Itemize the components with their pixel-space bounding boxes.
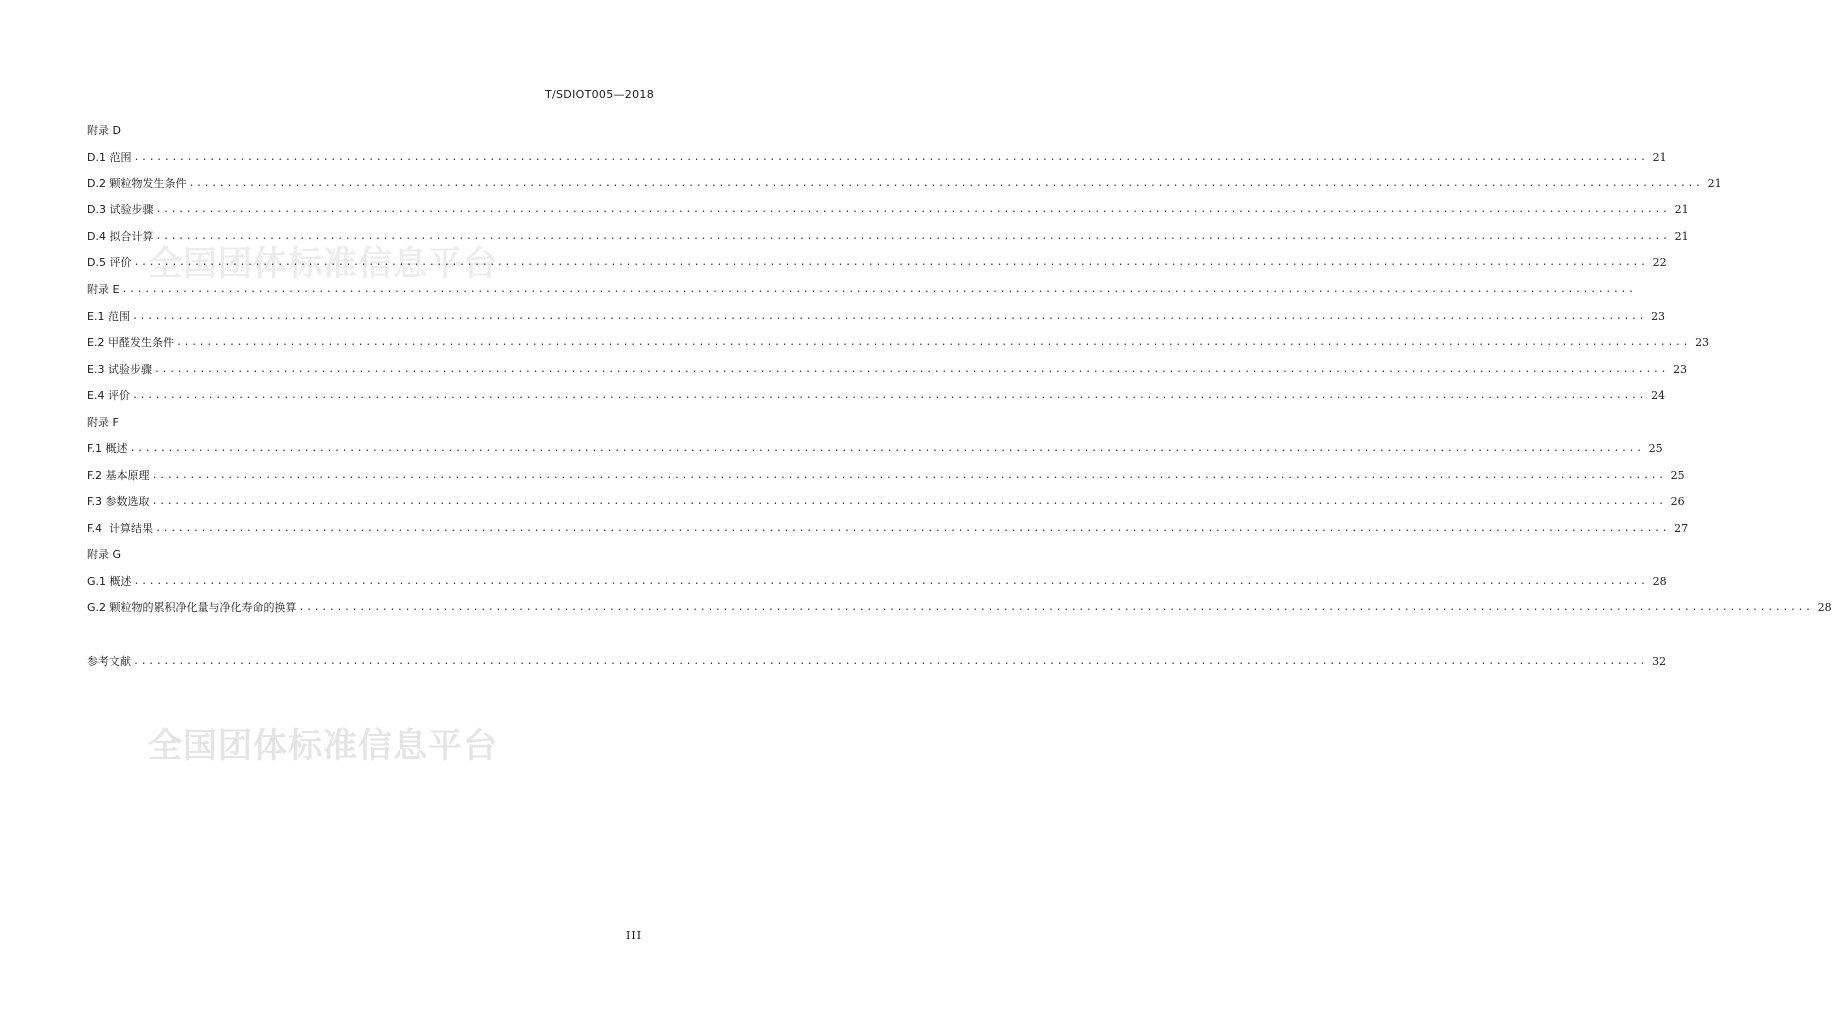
toc-page-number: 32 — [1652, 654, 1667, 668]
toc-leader-dots: ........................................................................................................................................................................................................ — [121, 283, 1636, 295]
toc-entry-label: 参考文献 — [87, 655, 131, 668]
toc-leader-dots: ........................................................................................................................................................................................................ — [155, 230, 1670, 242]
toc-leader-dots: ........................................................................................................................................................................................................ — [153, 363, 1669, 375]
toc-entry-label: F.1 概述 — [87, 442, 128, 455]
toc-leader-dots: ........................................................................................................................................................................................................ — [133, 655, 1648, 667]
toc-leader-dots: ........................................................................................................................................................................................................ — [298, 601, 1813, 613]
toc-entry-label: E.1 范围 — [87, 310, 130, 323]
toc-leader-dots: ........................................................................................................................................................................................................ — [133, 151, 1648, 163]
toc-entry-label: G.1 概述 — [87, 575, 132, 588]
toc-page-number: 22 — [1652, 255, 1667, 269]
toc-entry-label: D.5 评价 — [87, 256, 132, 269]
toc-page-number: 21 — [1674, 229, 1689, 243]
toc-appendix-title: 附录 G — [87, 548, 122, 561]
toc-appendix-e[interactable] — [87, 280, 1636, 298]
toc-entry[interactable] — [87, 386, 1666, 404]
toc-entry[interactable] — [87, 333, 1710, 351]
toc-leader-dots: ........................................................................................................................................................................................................ — [133, 575, 1648, 587]
toc-leader-dots: ........................................................................................................................................................................................................ — [129, 442, 1644, 454]
toc-entry[interactable] — [87, 519, 1689, 537]
toc-page-number: 28 — [1817, 600, 1832, 614]
toc-page-number: 28 — [1652, 574, 1667, 588]
toc-entry[interactable] — [87, 227, 1689, 245]
toc-entry[interactable] — [87, 200, 1689, 218]
toc-entry-label: E.2 甲醛发生条件 — [87, 336, 174, 349]
toc-entry-label: D.1 范围 — [87, 151, 132, 164]
toc-page-number: 23 — [1695, 335, 1710, 349]
toc-entry[interactable] — [87, 598, 1832, 616]
toc-entry[interactable] — [87, 174, 1722, 192]
toc-entry-label: F.3 参数选取 — [87, 495, 150, 508]
toc-entry[interactable] — [87, 307, 1666, 325]
watermark-top: 全国团体标准信息平台 — [148, 244, 498, 284]
toc-appendix-title: 附录 D — [87, 124, 121, 137]
toc-appendix-title: 附录 F — [87, 416, 119, 429]
toc-entry-label: E.4 评价 — [87, 389, 130, 402]
toc-page-number: 25 — [1648, 441, 1663, 455]
toc-entry-label: D.2 颗粒物发生条件 — [87, 177, 187, 190]
toc-appendix-f[interactable] — [87, 413, 649, 431]
toc-page-number: 26 — [1670, 494, 1685, 508]
toc-entry[interactable] — [87, 466, 1685, 484]
standard-code: T/SDIOT005—2018 — [545, 88, 654, 101]
toc-page-number: 21 — [1707, 176, 1722, 190]
toc-page-number: 25 — [1670, 468, 1685, 482]
toc-page-number: 24 — [1651, 388, 1666, 402]
toc-leader-dots: ........................................................................................................................................................................................................ — [151, 495, 1666, 507]
page-number: III — [626, 929, 643, 942]
toc-entry[interactable] — [87, 439, 1663, 457]
toc-leader-dots: ........................................................................................................................................................................................................ — [133, 256, 1648, 268]
toc-leader-dots: ........................................................................................................................................................................................................ — [151, 469, 1666, 481]
toc-entry[interactable] — [87, 360, 1688, 378]
toc-entry-label: F.2 基本原理 — [87, 469, 150, 482]
toc-entry-references[interactable] — [87, 652, 1667, 670]
toc-entry-label: F.4 计算结果 — [87, 522, 154, 535]
toc-entry[interactable] — [87, 492, 1685, 510]
toc-leader-dots: ........................................................................................................................................................................................................ — [131, 310, 1647, 322]
toc-entry[interactable] — [87, 572, 1667, 590]
toc-entry[interactable] — [87, 253, 1667, 271]
toc-page-number: 23 — [1651, 309, 1666, 323]
toc-entry[interactable] — [87, 148, 1667, 166]
watermark-bottom: 全国团体标准信息平台 — [148, 726, 498, 766]
toc-page-number: 21 — [1652, 150, 1667, 164]
toc-appendix-d[interactable] — [87, 121, 649, 139]
toc-leader-dots: ........................................................................................................................................................................................................ — [175, 336, 1691, 348]
toc-entry-label: D.3 试验步骤 — [87, 203, 154, 216]
toc-appendix-g[interactable] — [87, 545, 649, 563]
toc-page-number: 21 — [1674, 202, 1689, 216]
toc-page-number: 23 — [1673, 362, 1688, 376]
toc-appendix-title: 附录 E — [87, 283, 120, 296]
toc-leader-dots: ........................................................................................................................................................................................................ — [188, 177, 1703, 189]
toc-entry-label: D.4 拟合计算 — [87, 230, 154, 243]
toc-leader-dots: ........................................................................................................................................................................................................ — [131, 389, 1647, 401]
toc-leader-dots: ........................................................................................................................................................................................................ — [155, 522, 1670, 534]
toc-leader-dots: ........................................................................................................................................................................................................ — [155, 203, 1670, 215]
toc-page-number: 27 — [1674, 521, 1689, 535]
toc-entry-label: G.2 颗粒物的累积净化量与净化寿命的换算 — [87, 601, 297, 614]
toc-entry-label: E.3 试验步骤 — [87, 363, 152, 376]
